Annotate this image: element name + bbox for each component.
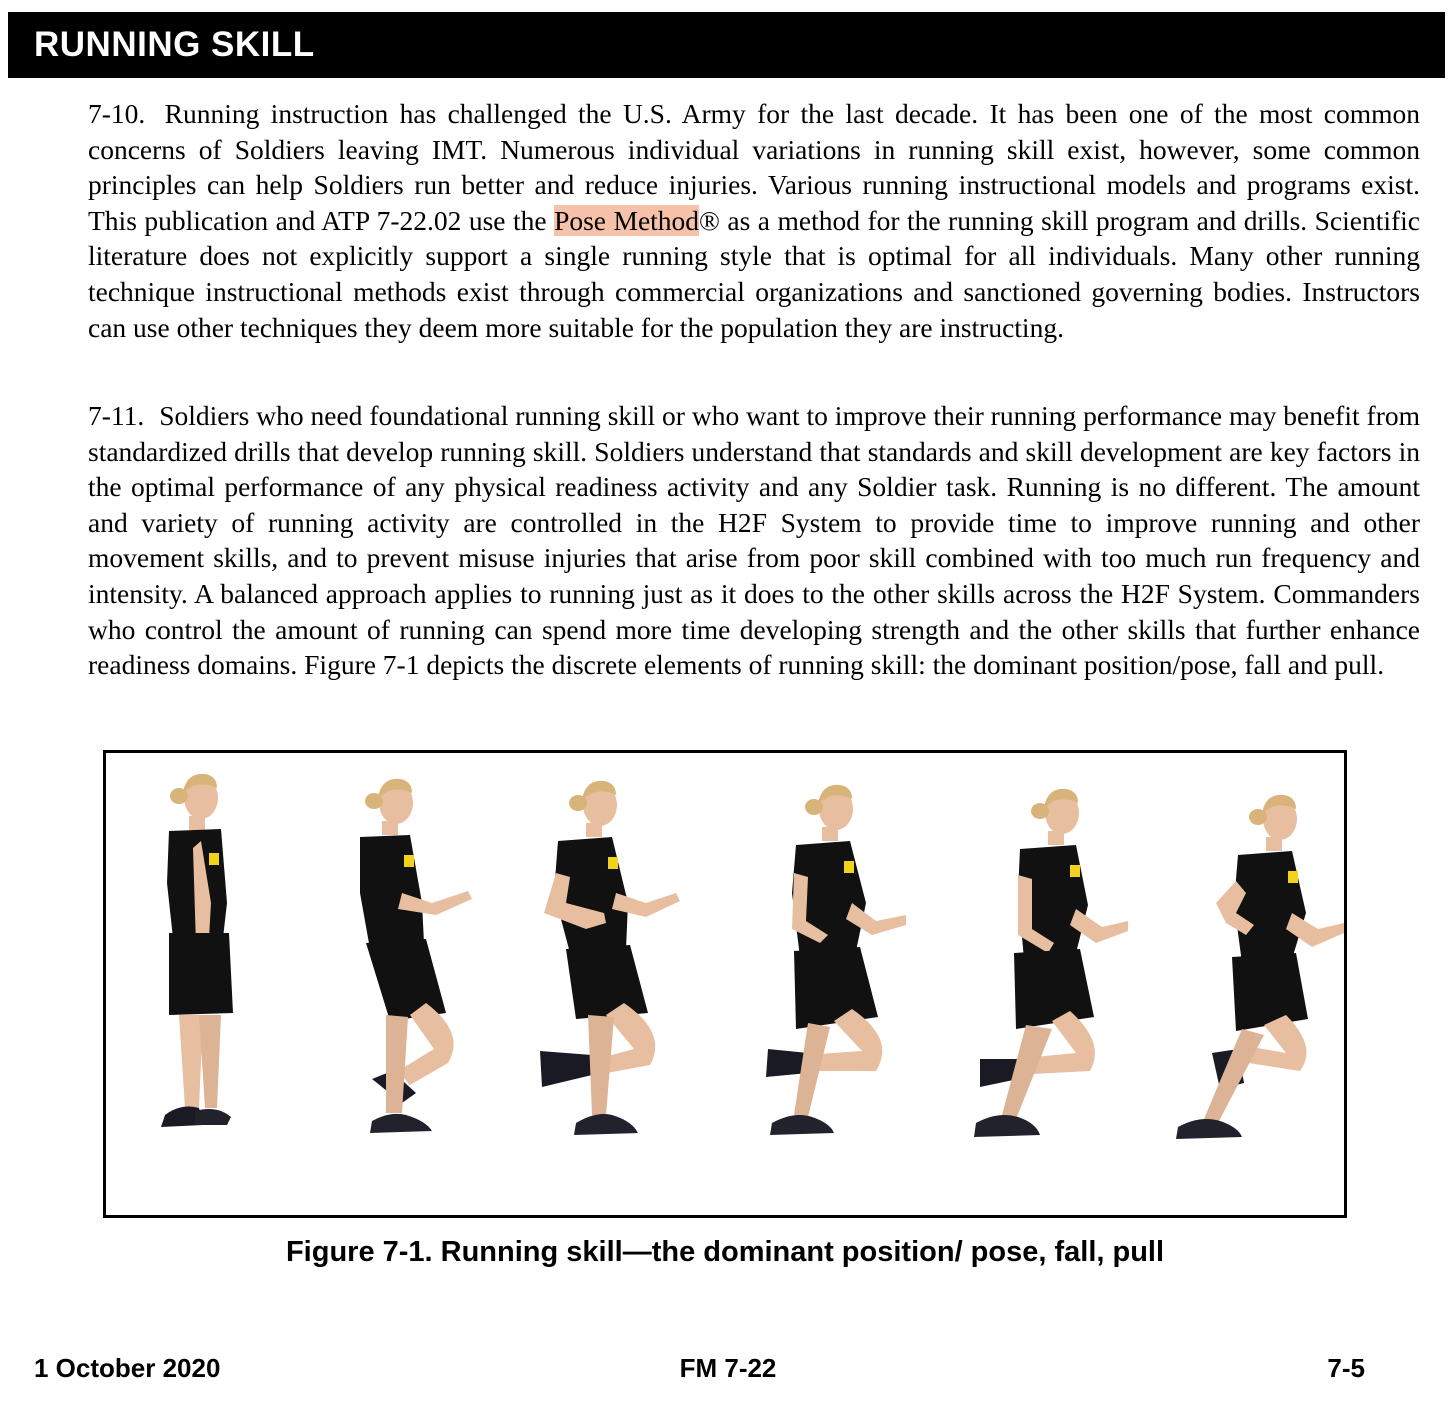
figure-caption: Figure 7-1. Running skill—the dominant position/ pose, fall, pull bbox=[285, 1236, 1165, 1268]
running-figure-image bbox=[103, 750, 1347, 1218]
runner-pose-4 bbox=[766, 785, 906, 1135]
section-title: RUNNING SKILL bbox=[34, 25, 315, 64]
runner-pose-1 bbox=[161, 774, 233, 1127]
runner-pose-2 bbox=[360, 779, 472, 1133]
runner-sequence-illustration bbox=[106, 753, 1344, 1215]
paragraph-7-11 bbox=[88, 398, 1420, 683]
paragraph-7-10 bbox=[88, 96, 1420, 345]
runner-pose-6 bbox=[1176, 795, 1344, 1139]
footer-page-number: 7-5 bbox=[1327, 1353, 1365, 1383]
paragraph-text-continued: ® as a method for the running skill program and drills. Scientific literature does not explicitly support a single running style that is optimal for all individuals. Many other running technique instructional methods exist through commercial organizations and sanctioned governing bodies. Instructors can use other techniques they deem more suitable for the population they are instructing. bbox=[88, 204, 1421, 343]
paragraph-number: 7-11. bbox=[88, 400, 145, 431]
runner-pose-5 bbox=[974, 789, 1128, 1137]
paragraph-number: 7-10. bbox=[88, 98, 146, 129]
footer-publication: FM 7-22 bbox=[679, 1353, 777, 1383]
runner-pose-3 bbox=[540, 781, 680, 1135]
paragraph-text: Running instruction has challenged the U.S. Army for the last decade. It has been one of the most common concerns of Soldiers leaving IMT. Numerous individual variations in running skill exist, however, some common principles can help Soldiers run better and reduce injuries. Various running instructional models and programs exist. This publication and ATP 7-22.02 use the bbox=[88, 98, 1421, 236]
section-title-bar bbox=[8, 12, 1445, 78]
paragraph-text: Soldiers who need foundational running skill or who want to improve their running performance may benefit from standardized drills that develop running skill. Soldiers understand that standards and skill development are key factors in the optimal performance of any physical readiness activity and any Soldier task. Running is no different. The amount and variety of running activity are controlled in the H2F System to provide time to improve running and other movement skills, and to prevent misuse injuries that arise from poor skill combined with too much run frequency and intensity. A balanced approach applies to running just as it does to the other skills across the H2F System. Commanders who control the amount of running can spend more time developing strength and the other skills that further enhance readiness domains. Figure 7-1 depicts the discrete elements of running skill: the dominant position/pose, fall and pull. bbox=[88, 400, 1420, 681]
footer-date: 1 October 2020 bbox=[34, 1353, 221, 1383]
highlighted-term: Pose Method bbox=[554, 204, 700, 236]
